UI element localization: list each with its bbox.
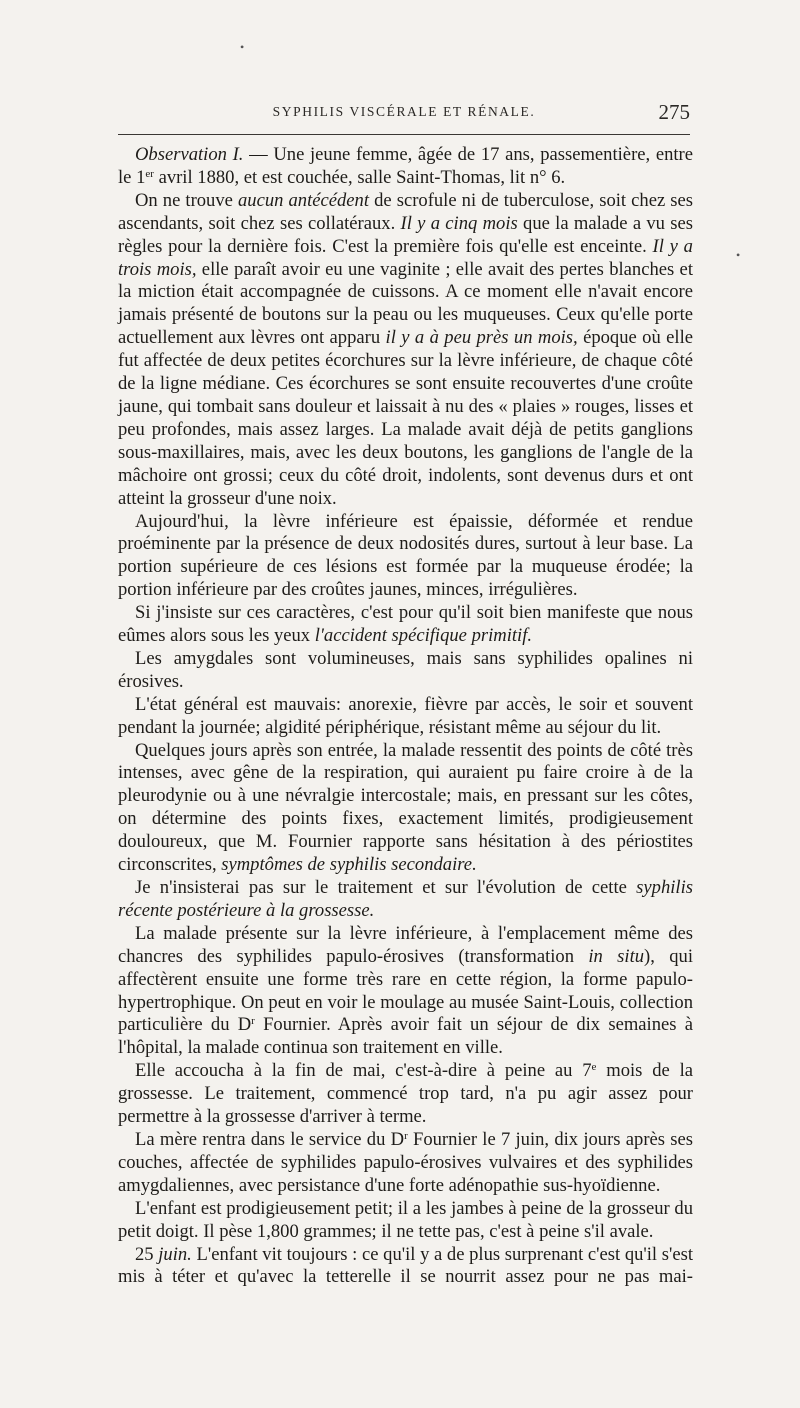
text-run: que la malade a vu ses règles pour la dernière fois. C'est la première fois qu'elle est enceinte. [118,212,693,257]
text-run: L'état général est mauvais: anorexie, fièvre par accès, le soir et souvent pendant la journée; algidité périphérique, résistant même au séjour du lit. [118,693,693,738]
page-body [118,144,693,1289]
print-speck: • [736,248,741,262]
text-run: Aujourd'hui, la lèvre inférieure est épaissie, déformée et rendue proéminente par la présence de deux nodosités dures, surtout à leur base. La portion supérieure de ces lésions est formée par la muqueuse érodée; la portion inférieure par des croûtes jaunes, minces, irrégulières. [118,510,693,601]
text-run: On ne trouve [135,189,238,211]
text-run: La mère rentra dans le service du D [135,1128,405,1150]
italic-run: in situ [588,945,645,967]
text-run: époque où elle fut affectée de deux petites écorchures sur la lèvre inférieure, de chaque côté de la ligne médiane. Ces écorchures se sont ensuite recouvertes d'une croûte jaune, qui tombait sans douleur et laissait à nu des « plaies » rouges, lisses et peu profondes, mais assez larges. La malade avait déjà de petits ganglions sous-maxillaires, mais, avec les deux boutons, les ganglions de l'angle de la mâchoire ont grossi; ceux du côté droit, indolents, sont devenus durs et ont atteint la grosseur d'une noix. [118,327,693,509]
print-speck: • [240,40,245,54]
paragraph [118,190,693,511]
paragraph [118,877,693,923]
paragraph [118,740,693,877]
text-run: Fournier. Après avoir fait un séjour de dix semaines à l'hôpital, la malade continua son traitement en ville. [118,1014,693,1059]
italic-run: symptômes de syphilis secondaire. [221,854,477,876]
italic-run: Il y a cinq mois [400,212,518,234]
text-run: 25 [135,1243,159,1265]
text-run: Fournier le 7 juin, dix jours après ses couches, affectée de syphilides papulo-érosives vulvaires et des syphilides amygdaliennes, avec persistance d'une forte adénopathie sus-hyoïdienne. [118,1128,693,1196]
page-header [118,100,690,130]
italic-run: Il y a trois mois, [118,235,693,280]
italic-run: aucun antécédent [237,189,370,211]
italic-run: l'accident spécifique primitif. [314,625,533,647]
paragraph [118,144,693,190]
text-run: Quelques jours après son entrée, la malade ressentit des points de côté très intenses, avec gêne de la respiration, qui auraient pu faire croire à de la pleurodynie ou à une névralgie intercostale; mais, en pressant sur les côtes, on détermine des points fixes, exactement limités, prodigieusement douloureux, que M. Fournier rapporte sans hésitation à des périostites circonscrites, [118,739,693,876]
paragraph [118,694,693,740]
text-run: avril 1880, et est couchée, salle Saint-Thomas, lit n° 6. [153,166,566,188]
text-run: Je n'insisterai pas sur le traitement et sur l'évolution de cette [135,877,637,898]
text-run: L'enfant est prodigieusement petit; il a les jambes à peine de la grosseur du petit doigt. Il pèse 1,800 grammes; il ne tette pas, c'est à peine s'il avale. [118,1197,693,1242]
superscript: r [251,1015,255,1028]
text-run: L'enfant vit toujours : ce qu'il y a de plus surprenant c'est qu'il s'est mis à téter et qu'avec la tetterelle il se nourrit assez pour ne pas mai- [118,1243,693,1288]
superscript: e [591,1061,597,1074]
text-run: — Une jeune femme, âgée de 17 ans, passementière, entre le 1 [118,144,693,188]
text-run: Les amygdales sont volumineuses, mais sans syphilides opalines ni érosives. [118,647,693,692]
text-run: ), qui affectèrent ensuite une forme très rare en cette région, la forme papulo-hypertrophique. On peut en voir le moulage au musée Saint-Louis, collection particulière du D [118,945,693,1036]
paragraph [118,1198,693,1244]
header-rule [118,134,690,135]
superscript: er [145,167,154,180]
italic-run: Observation I. [135,144,244,165]
text-run: elle paraît avoir eu une vaginite ; elle avait des pertes blanches et la miction était accompagnée de cuissons. A ce moment elle n'avait encore jamais présenté de boutons sur la peau ou les muqueuses. Ceux qu'elle porte actuellement aux lèvres ont apparu [118,258,693,349]
paragraph [118,1060,693,1129]
paragraph [118,923,693,1060]
running-title: SYPHILIS VISCÉRALE ET RÉNALE. [272,104,536,119]
paragraph [118,1244,693,1290]
paragraph [118,602,693,648]
superscript: r [404,1129,408,1142]
italic-run: syphilis récente postérieure à la grossesse. [118,877,693,921]
text-run: Elle accoucha à la fin de mai, c'est-à-dire à peine au 7 [135,1060,592,1082]
paragraph [118,511,693,603]
text-run: Si j'insiste sur ces caractères, c'est pour qu'il soit bien manifeste que nous eûmes alors sous les yeux [118,602,693,647]
italic-run: juin. [158,1243,192,1265]
italic-run: il y a à peu près un mois, [385,327,578,349]
text-run: La malade présente sur la lèvre inférieure, à l'emplacement même des chancres des syphilides papulo-érosives (transformation [118,922,693,967]
text-run: de scrofule ni de tuberculose, soit chez ses ascendants, soit chez ses collatéraux. [118,189,693,234]
page-number: 275 [658,100,690,124]
paragraph [118,1129,693,1198]
paragraph [118,648,693,694]
text-run: mois de la grossesse. Le traitement, commencé trop tard, n'a pu agir assez pour permettre à la grossesse d'arriver à terme. [118,1060,693,1128]
